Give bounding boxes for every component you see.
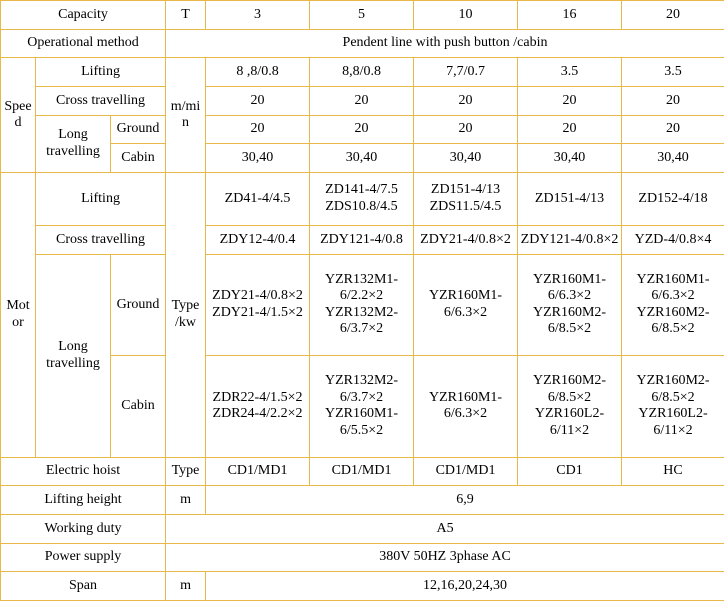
- table-row-motor-cross-travelling: [1, 225, 724, 254]
- motor-lifting-value-2: ZD141-4/7.5 ZDS10.8/4.5: [310, 173, 414, 226]
- speed-long-ground-value-3: 20: [414, 115, 518, 144]
- motor-long-ground-value-3: YZR160M1-6/6.3×2: [414, 254, 518, 355]
- capacity-label: Capacity: [1, 1, 166, 30]
- speed-row-cross-name: Cross travelling: [36, 87, 166, 116]
- speed-long-ground-value-1: 20: [206, 115, 310, 144]
- motor-cross-value-4: ZDY121-4/0.8×2: [518, 225, 622, 254]
- motor-long-travelling-label: Long travelling: [36, 254, 111, 457]
- span-label: Span: [1, 572, 166, 601]
- motor-long-cabin-value-5: YZR160M2-6/8.5×2 YZR160L2-6/11×2: [622, 356, 724, 457]
- speed-cross-value-5: 20: [622, 87, 724, 116]
- electric-hoist-label: Electric hoist: [1, 457, 166, 486]
- speed-long-cabin-value-1: 30,40: [206, 144, 310, 173]
- electric-hoist-value-2: CD1/MD1: [310, 457, 414, 486]
- table-row-speed-long-ground: [1, 115, 724, 144]
- speed-long-ground-value-4: 20: [518, 115, 622, 144]
- speed-long-ground-label: Ground: [111, 115, 166, 144]
- working-duty-label: Working duty: [1, 514, 166, 543]
- capacity-value-2: 5: [310, 1, 414, 30]
- motor-long-cabin-value-1: ZDR22-4/1.5×2 ZDR24-4/2.2×2: [206, 356, 310, 457]
- motor-cross-value-5: YZD-4/0.8×4: [622, 225, 724, 254]
- capacity-value-1: 3: [206, 1, 310, 30]
- motor-cross-value-2: ZDY121-4/0.8: [310, 225, 414, 254]
- motor-lifting-value-5: ZD152-4/18: [622, 173, 724, 226]
- motor-long-ground-value-4: YZR160M1-6/6.3×2 YZR160M2-6/8.5×2: [518, 254, 622, 355]
- speed-cross-value-3: 20: [414, 87, 518, 116]
- table-row-speed-lifting: [1, 58, 724, 87]
- lifting-height-unit: m: [166, 486, 206, 515]
- speed-lifting-value-2: 8,8/0.8: [310, 58, 414, 87]
- speed-long-ground-value-2: 20: [310, 115, 414, 144]
- table-row-power-supply: [1, 543, 724, 572]
- capacity-unit: T: [166, 1, 206, 30]
- table-row-capacity: [1, 1, 724, 30]
- motor-label: Motor: [1, 173, 36, 458]
- electric-hoist-value-5: HC: [622, 457, 724, 486]
- power-supply-value: 380V 50HZ 3phase AC: [166, 543, 724, 572]
- motor-cross-value-3: ZDY21-4/0.8×2: [414, 225, 518, 254]
- capacity-value-5: 20: [622, 1, 724, 30]
- motor-lifting-value-1: ZD41-4/4.5: [206, 173, 310, 226]
- capacity-value-3: 10: [414, 1, 518, 30]
- operational-method-value: Pendent line with push button /cabin: [166, 29, 724, 58]
- motor-row-lifting-name: Lifting: [36, 173, 166, 226]
- span-value: 12,16,20,24,30: [206, 572, 724, 601]
- speed-long-cabin-value-3: 30,40: [414, 144, 518, 173]
- electric-hoist-value-1: CD1/MD1: [206, 457, 310, 486]
- table-row-span: [1, 572, 724, 601]
- speed-cross-value-4: 20: [518, 87, 622, 116]
- speed-long-cabin-label: Cabin: [111, 144, 166, 173]
- speed-unit: m/min: [166, 58, 206, 173]
- speed-cross-value-2: 20: [310, 87, 414, 116]
- table-row-operational-method: [1, 29, 724, 58]
- speed-cross-value-1: 20: [206, 87, 310, 116]
- motor-long-cabin-value-2: YZR132M2-6/3.7×2 YZR160M1-6/5.5×2: [310, 356, 414, 457]
- speed-lifting-value-4: 3.5: [518, 58, 622, 87]
- motor-lifting-value-3: ZD151-4/13 ZDS11.5/4.5: [414, 173, 518, 226]
- speed-lifting-value-5: 3.5: [622, 58, 724, 87]
- motor-long-ground-label: Ground: [111, 254, 166, 355]
- lifting-height-value: 6,9: [206, 486, 724, 515]
- motor-long-cabin-label: Cabin: [111, 356, 166, 457]
- speed-long-cabin-value-5: 30,40: [622, 144, 724, 173]
- motor-long-ground-value-5: YZR160M1-6/6.3×2 YZR160M2-6/8.5×2: [622, 254, 724, 355]
- table-row-lifting-height: [1, 486, 724, 515]
- electric-hoist-value-4: CD1: [518, 457, 622, 486]
- table-row-motor-lifting: [1, 173, 724, 226]
- speed-long-cabin-value-4: 30,40: [518, 144, 622, 173]
- speed-long-cabin-value-2: 30,40: [310, 144, 414, 173]
- capacity-value-4: 16: [518, 1, 622, 30]
- table-row-working-duty: [1, 514, 724, 543]
- speed-lifting-value-1: 8 ,8/0.8: [206, 58, 310, 87]
- motor-cross-value-1: ZDY12-4/0.4: [206, 225, 310, 254]
- motor-long-ground-value-2: YZR132M1-6/2.2×2 YZR132M2-6/3.7×2: [310, 254, 414, 355]
- operational-method-label: Operational method: [1, 29, 166, 58]
- table-row-motor-long-ground: [1, 254, 724, 355]
- speed-lifting-value-3: 7,7/0.7: [414, 58, 518, 87]
- motor-long-ground-value-1: ZDY21-4/0.8×2 ZDY21-4/1.5×2: [206, 254, 310, 355]
- electric-hoist-unit: Type: [166, 457, 206, 486]
- table-row-electric-hoist: [1, 457, 724, 486]
- speed-label: Speed: [1, 58, 36, 173]
- electric-hoist-value-3: CD1/MD1: [414, 457, 518, 486]
- speed-long-travelling-label: Long travelling: [36, 115, 111, 172]
- motor-row-cross-name: Cross travelling: [36, 225, 166, 254]
- table-row-speed-cross-travelling: [1, 87, 724, 116]
- motor-long-cabin-value-3: YZR160M1-6/6.3×2: [414, 356, 518, 457]
- motor-lifting-value-4: ZD151-4/13: [518, 173, 622, 226]
- speed-row-lifting-name: Lifting: [36, 58, 166, 87]
- lifting-height-label: Lifting height: [1, 486, 166, 515]
- motor-long-cabin-value-4: YZR160M2-6/8.5×2 YZR160L2-6/11×2: [518, 356, 622, 457]
- span-unit: m: [166, 572, 206, 601]
- motor-unit: Type /kw: [166, 173, 206, 458]
- speed-long-ground-value-5: 20: [622, 115, 724, 144]
- power-supply-label: Power supply: [1, 543, 166, 572]
- working-duty-value: A5: [166, 514, 724, 543]
